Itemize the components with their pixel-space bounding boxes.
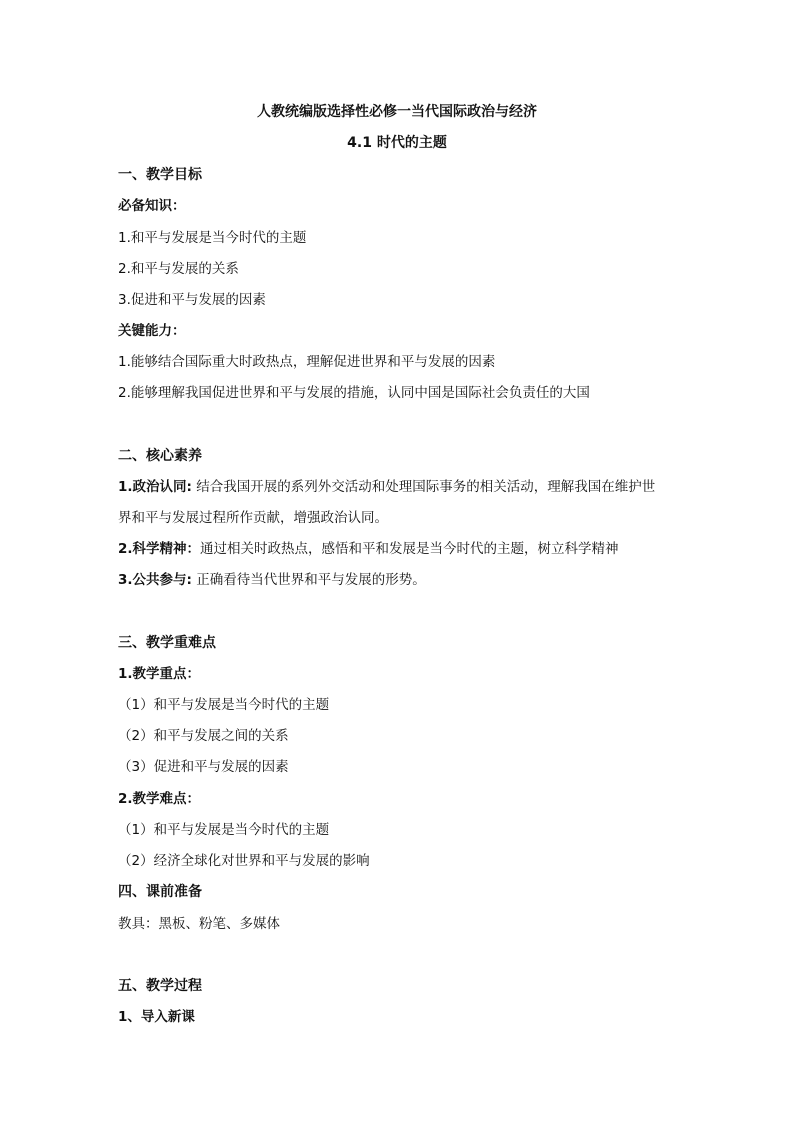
document-title: 人教统编版选择性必修一当代国际政治与经济: [257, 104, 537, 120]
literacy-item-continuation: 界和平与发展过程所作贡献，增强政治认同。: [118, 510, 388, 526]
literacy-item-text: 正确看待当代世界和平与发展的形势。: [191, 572, 426, 588]
key-points-label: 1.教学重点：: [118, 666, 201, 682]
literacy-item-text: 结合我国开展的系列外交活动和处理国际事务的相关活动，理解我国在维护世: [191, 479, 656, 495]
literacy-item: [118, 478, 655, 496]
difficult-point-item: （1）和平与发展是当今时代的主题: [118, 822, 330, 838]
literacy-item-label: 2.科学精神：: [118, 541, 201, 557]
document-subtitle: 4.1 时代的主题: [347, 135, 447, 151]
section-heading-preparation: 四、课前准备: [118, 884, 202, 900]
section-heading-core-literacy: 二、核心素养: [118, 448, 202, 464]
ability-label: 关键能力：: [118, 323, 186, 339]
process-subheading: 1、导入新课: [118, 1009, 195, 1025]
section-heading-objectives: 一、教学目标: [118, 167, 202, 183]
preparation-text: 教具：黑板、粉笔、多媒体: [118, 916, 280, 932]
literacy-item-text: 通过相关时政热点，感悟和平和发展是当今时代的主题，树立科学精神: [200, 541, 619, 557]
key-point-item: （3）促进和平与发展的因素: [118, 759, 289, 775]
key-point-item: （2）和平与发展之间的关系: [118, 728, 289, 744]
difficult-points-label: 2.教学难点：: [118, 791, 201, 807]
literacy-item-label: 3.公共参与:: [118, 572, 192, 588]
ability-item: 2.能够理解我国促进世界和平与发展的措施，认同中国是国际社会负责任的大国: [118, 385, 590, 401]
knowledge-item: 3.促进和平与发展的因素: [118, 292, 266, 308]
knowledge-label: 必备知识：: [118, 198, 186, 214]
literacy-item: [118, 571, 426, 589]
section-heading-key-difficult: 三、教学重难点: [118, 635, 216, 651]
ability-item: 1.能够结合国际重大时政热点，理解促进世界和平与发展的因素: [118, 354, 496, 370]
knowledge-item: 1.和平与发展是当今时代的主题: [118, 230, 307, 246]
literacy-item-label: 1.政治认同:: [118, 479, 192, 495]
literacy-item: [118, 540, 619, 558]
section-heading-process: 五、教学过程: [118, 978, 202, 994]
difficult-point-item: （2）经济全球化对世界和平与发展的影响: [118, 853, 370, 869]
key-point-item: （1）和平与发展是当今时代的主题: [118, 697, 330, 713]
knowledge-item: 2.和平与发展的关系: [118, 261, 239, 277]
